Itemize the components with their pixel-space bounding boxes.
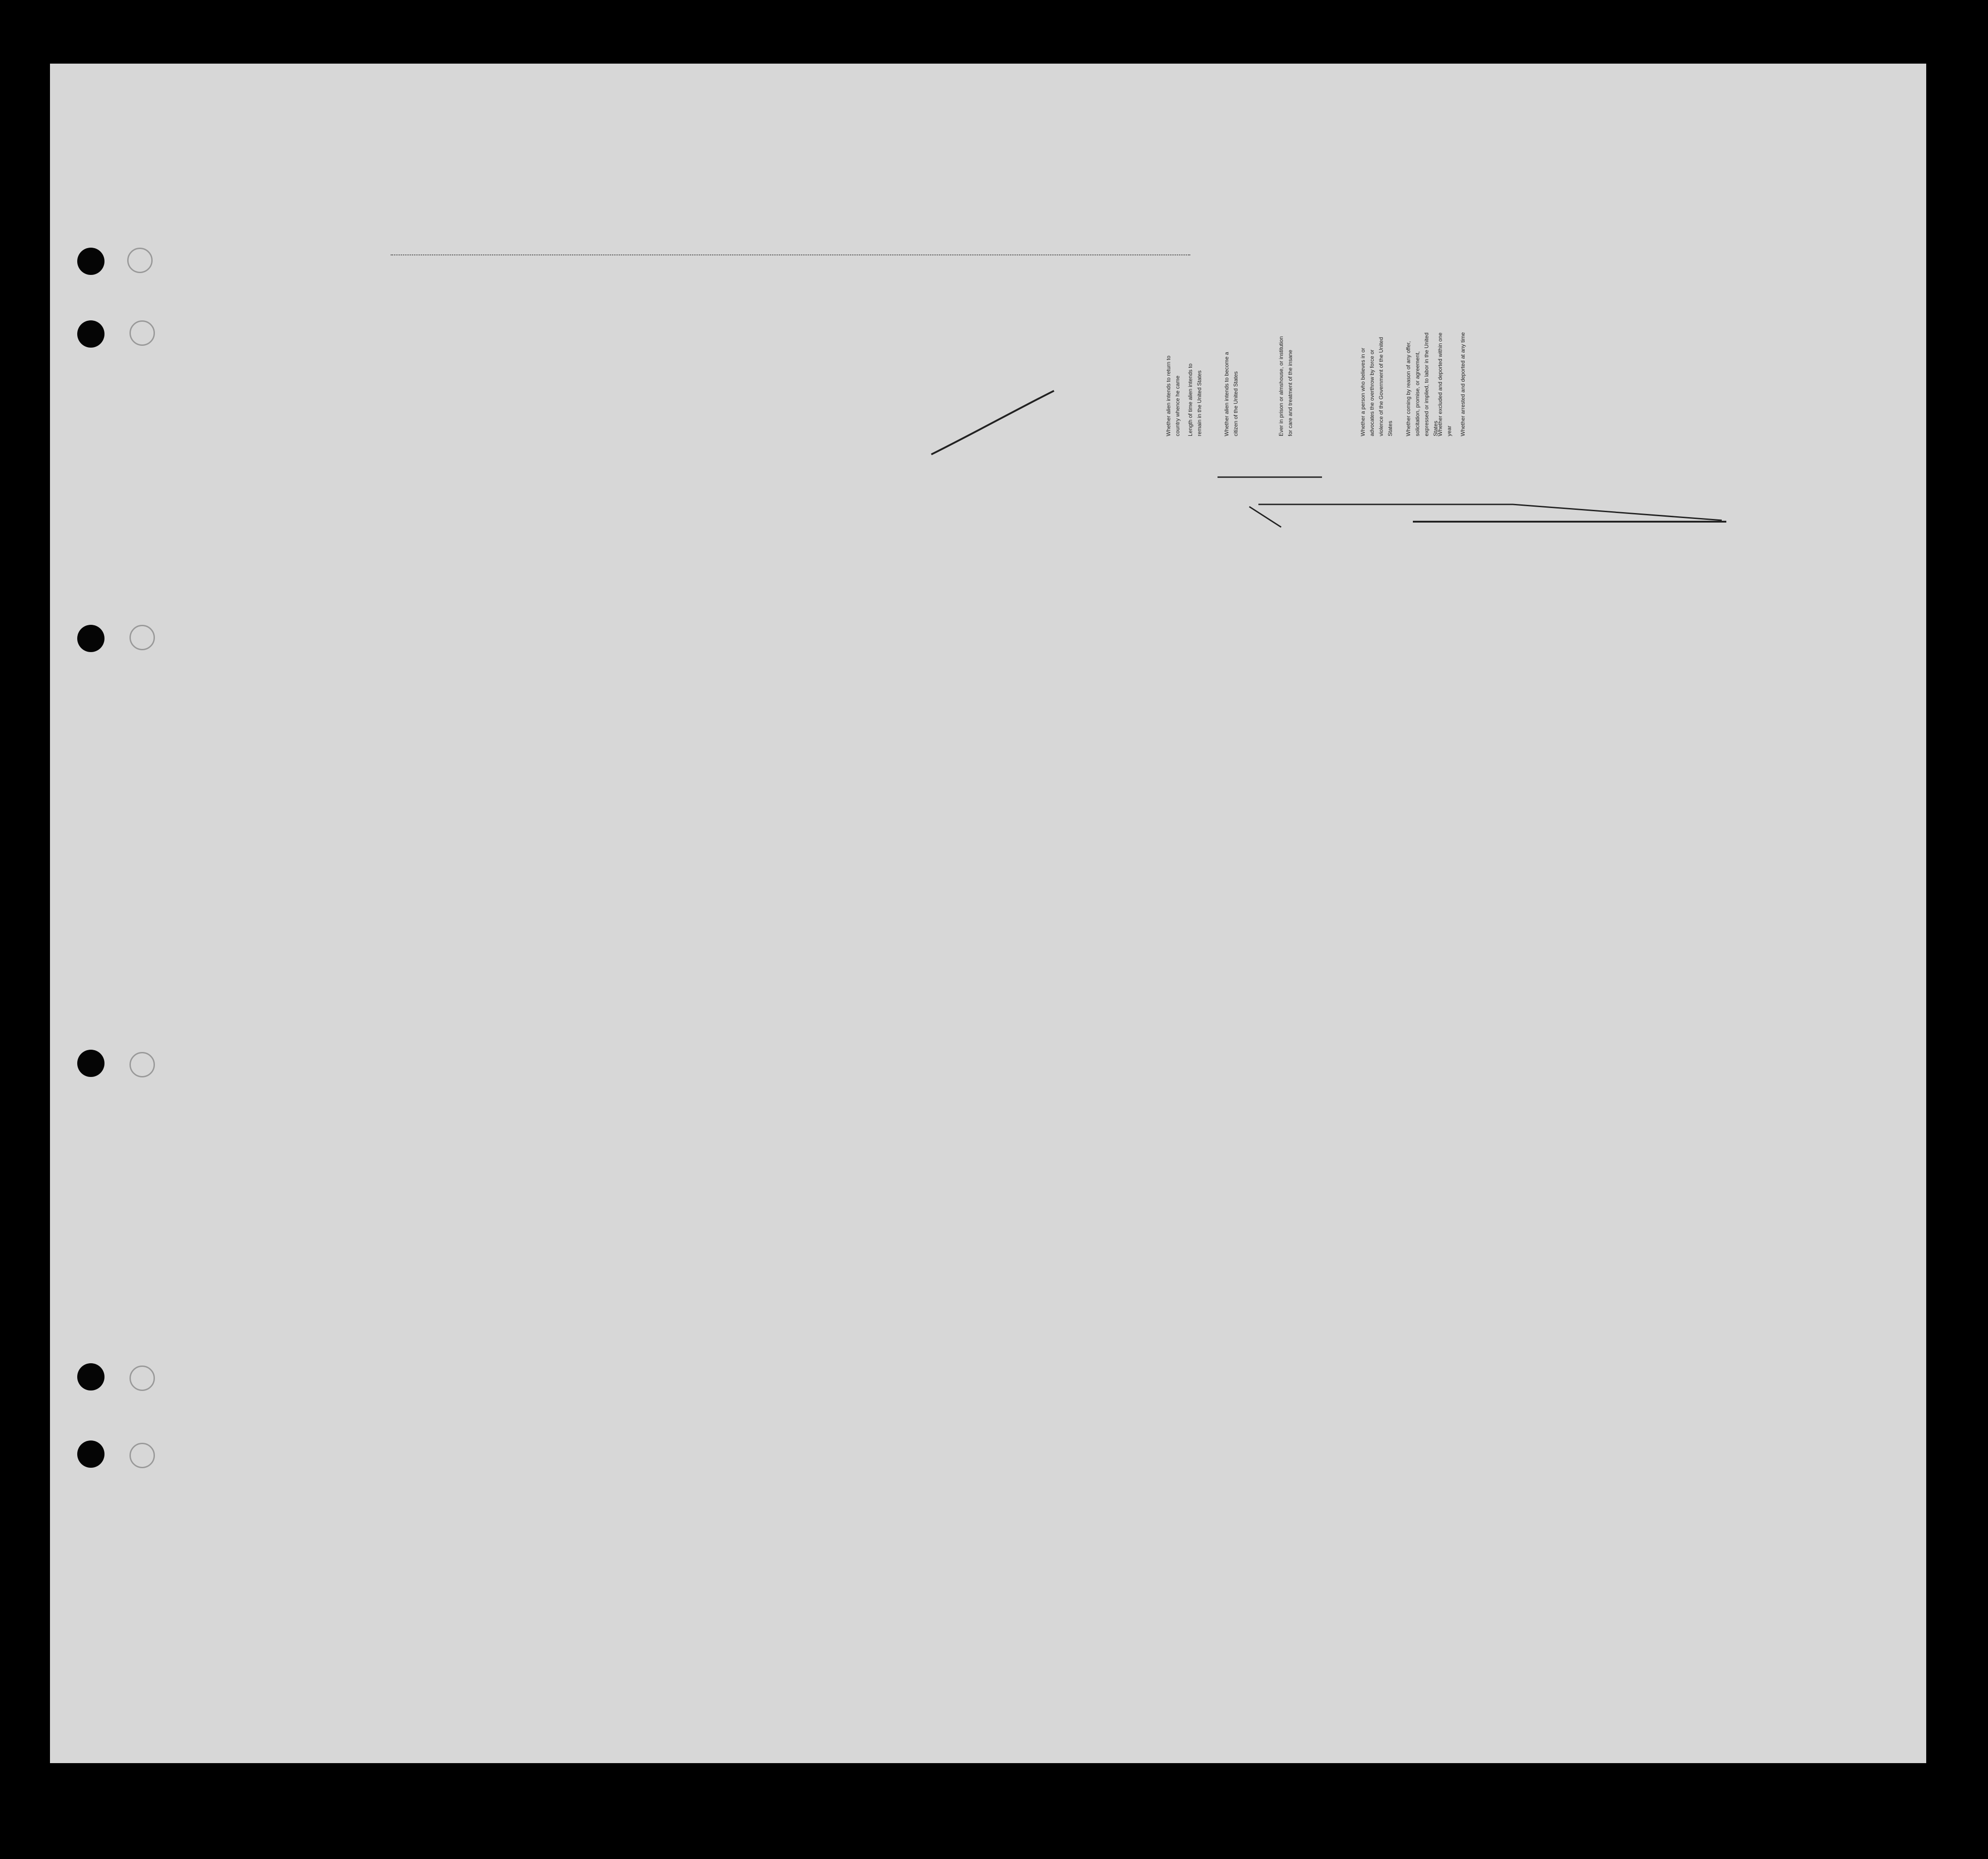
pen-stroke: [1258, 504, 1722, 520]
header-31: Whether arrested and deported at any time: [1460, 332, 1466, 436]
header-24b: Length of time alien intends to remain in the United States: [1187, 363, 1203, 436]
pen-stroke: [931, 391, 1054, 454]
header-29: Whether coming by reason of any offer, solicitation, promise, or agreement, expressed or implied, to labor in the United States: [1405, 332, 1439, 436]
pen-stroke: [1249, 507, 1281, 527]
header-28: Whether a person who believes in or advocates the overthrow by force or violence of the Government of the United States: [1360, 337, 1393, 436]
header-24a: Whether alien intends to return to country whence he came: [1165, 355, 1181, 436]
header-24c: Whether alien intends to become a citizen of the United States: [1223, 352, 1239, 436]
header-25: Ever in prison or almshouse, or institution for care and treatment of the insane: [1278, 336, 1293, 436]
header-30: Whether excluded and deported within one year: [1437, 332, 1452, 436]
